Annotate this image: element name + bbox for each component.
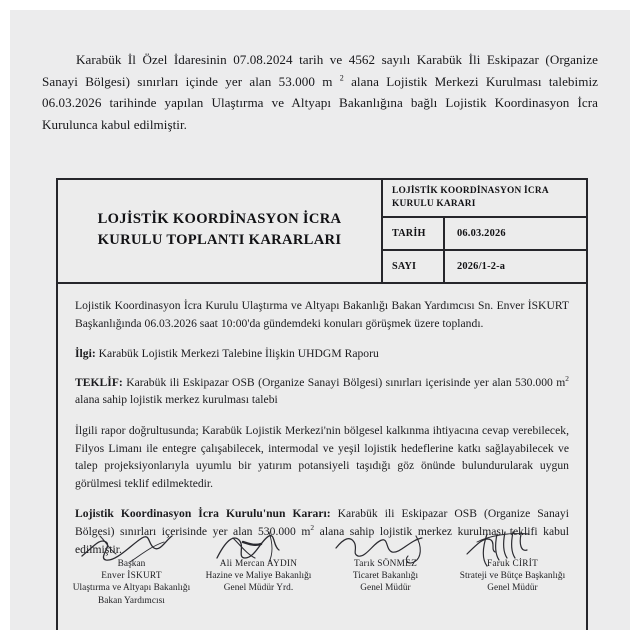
document-title-line-1: LOJİSTİK KOORDİNASYON İCRA [97,211,342,227]
teklif-superscript: 2 [565,373,569,383]
signature-org-3: Ticaret Bakanlığı [352,571,419,582]
signature-name-2: Ali Mercan AYDIN [219,559,298,569]
signature-name-4: Faruk CİRİT [486,559,539,569]
document-meta-table [381,180,586,282]
document-title-line-2: KURULU TOPLANTI KARARLARI [97,232,342,248]
evaluation-paragraph: İlgili rapor doğrultusunda; Karabük Lojistik Merkezi'nin bölgesel kalkınma ihtiyacına cevap verebilecek, Filyos Limanı ile entegre çalışabilecek, intermodal ve yeşil lojistik hedeflerine katkı sağlayabilecek ve talep projeksiyonlarıyla uyumlu bir yatırım potansiyeli taşıdığı göz önünde bulundurularak uygun görülmesi teklif edilmektedir. [75,423,569,490]
meta-header-line-1: LOJİSTİK KOORDİNASYON İCRA [392,186,549,196]
signature-position-1: Bakan Yardımcısı [98,595,165,606]
intro-paragraph [42,49,598,135]
meta-key-sayi: SAYI [383,251,445,282]
document-header [58,180,586,284]
signature-org-4: Strateji ve Bütçe Başkanlığı [459,571,566,582]
intro-superscript: 2 [339,73,344,83]
signature-name-3: Tarık SÖNMEZ [353,559,418,569]
signature-block-4 [449,532,576,607]
signature-role-1: Başkan [117,559,146,569]
signature-org-1: Ulaştırma ve Altyapı Bakanlığı [72,583,191,594]
teklif-label: TEKLİF: [75,375,123,389]
meta-table-header [383,180,586,218]
teklif-paragraph [75,374,569,409]
opening-paragraph: Lojistik Koordinasyon İcra Kurulu Ulaştırma ve Altyapı Bakanlığı Bakan Yardımcısı Sn. Enver İSKURT Başkanlığında 06.03.2026 saat 10:00'da gündemdeki konuları görüşmek üzere toplandı. [75,299,569,330]
signature-org-2: Hazine ve Maliye Bakanlığı [205,571,312,582]
document-title [58,180,381,282]
ilgi-text: Karabük Lojistik Merkezi Talebine İlişkin UHDGM Raporu [95,347,379,361]
ilgi-paragraph [75,345,569,363]
signature-block-1 [68,532,195,607]
signature-row [58,532,586,607]
meta-row-sayi [383,249,586,282]
signature-position-3: Genel Müdür [360,583,411,594]
decision-label: Lojistik Koordinasyon İcra Kurulu'nun Kararı: [75,507,331,521]
ilgi-label: İlgi: [75,347,96,361]
teklif-text-part2: alana sahip lojistik merkez kurulması talebi [75,393,278,407]
signature-block-2 [195,532,322,607]
signature-name-1: Enver İSKURT [101,571,162,582]
meta-key-tarih: TARİH [383,218,445,249]
decision-superscript: 2 [310,523,315,533]
document-body [58,284,586,558]
intro-text-part2: alana Lojistik Merkezi Kurulması talebimiz 06.03.2026 tarihinde yapılan Ulaştırma ve Altyapı Bakanlığına bağlı Lojistik Koordinasyon İcra Kurulunca kabul edilmiştir. [42,73,599,132]
signature-position-2: Genel Müdür Yrd. [223,583,294,594]
intro-text-part1: Karabük İl Özel İdaresinin 07.08.2024 tarih ve 4562 sayılı Karabük İli Eskipazar (Organize Sanayi Bölgesi) sınırları içinde yer alan 53.000 m [42,52,598,89]
decision-text-part2: alana sahip lojistik merkez kurulması teklifi kabul edilmiştir. [75,524,569,556]
meta-header-line-2: KURULU KARARI [392,199,476,209]
signature-block-3 [322,532,449,607]
document-page [10,10,630,630]
meta-value-sayi: 2026/1-2-a [457,261,506,272]
decision-text-part1: Karabük ili Eskipazar OSB (Organize Sanayi Bölgesi) sınırları içerisinde yer alan 530.000 m [75,507,569,538]
signature-position-4: Genel Müdür [487,583,538,594]
meta-value-tarih: 06.03.2026 [457,228,506,239]
meta-row-tarih [383,218,586,249]
teklif-text-part1: Karabük ili Eskipazar OSB (Organize Sanayi Bölgesi) sınırları içerisinde yer alan 530.000 m [122,375,566,389]
decision-document-box [56,178,588,630]
